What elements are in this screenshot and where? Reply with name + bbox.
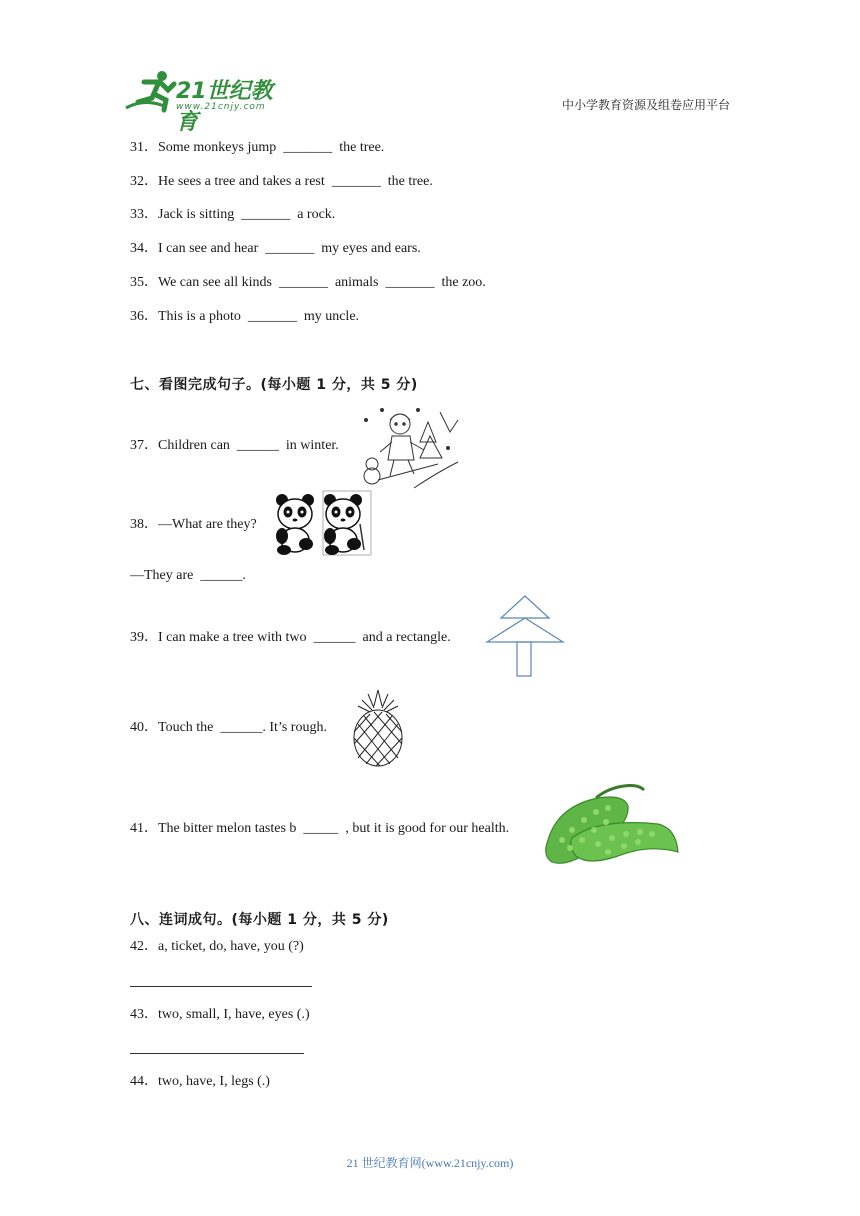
- question-34: 34．I can see and hear _______ my eyes and ears.: [130, 241, 421, 256]
- logo-title: 21世纪教育: [176, 79, 273, 135]
- logo-url: www.21cnjy.com: [176, 102, 266, 112]
- platform-label: 中小学教育资源及组卷应用平台: [561, 98, 730, 112]
- question-38-answer: —They are ______.: [130, 568, 246, 583]
- bitter-melon-icon: [538, 784, 680, 876]
- question-35: 35．We can see all kinds _______ animals _______ the zoo.: [130, 275, 486, 290]
- answer-line-42: [130, 986, 312, 987]
- question-32: 32．He sees a tree and takes a rest _______ the tree.: [130, 174, 433, 189]
- page-footer: 21 世纪教育网(www.21cnjy.com): [346, 1156, 514, 1170]
- pandas-icon: [272, 490, 372, 556]
- pineapple-icon: [350, 688, 406, 768]
- question-36: 36．This is a photo _______ my uncle.: [130, 309, 360, 324]
- question-31: 31．Some monkeys jump _______ the tree.: [130, 140, 385, 155]
- skiing-child-icon: [358, 402, 460, 490]
- question-40: 40．Touch the ______. It’s rough.: [130, 720, 327, 735]
- question-41: 41．The bitter melon tastes b _____ , but it is good for our health.: [130, 821, 510, 836]
- answer-line-43: [130, 1053, 304, 1054]
- question-39: 39．I can make a tree with two ______ and a rectangle.: [130, 630, 451, 645]
- question-43: 43．two, small, I, have, eyes (.): [130, 1007, 310, 1022]
- section-8-title: 八、连词成句。(每小题 1 分，共 5 分): [130, 912, 389, 928]
- shape-tree-icon: [484, 594, 566, 680]
- section-7-title: 七、看图完成句子。(每小题 1 分，共 5 分): [130, 377, 418, 393]
- question-42: 42．a, ticket, do, have, you (?): [130, 939, 304, 954]
- question-37: 37．Children can ______ in winter.: [130, 438, 339, 453]
- question-33: 33．Jack is sitting _______ a rock.: [130, 207, 336, 222]
- question-38: 38．—What are they?: [130, 517, 257, 532]
- site-logo: [124, 68, 294, 135]
- question-44: 44．two, have, I, legs (.): [130, 1074, 270, 1089]
